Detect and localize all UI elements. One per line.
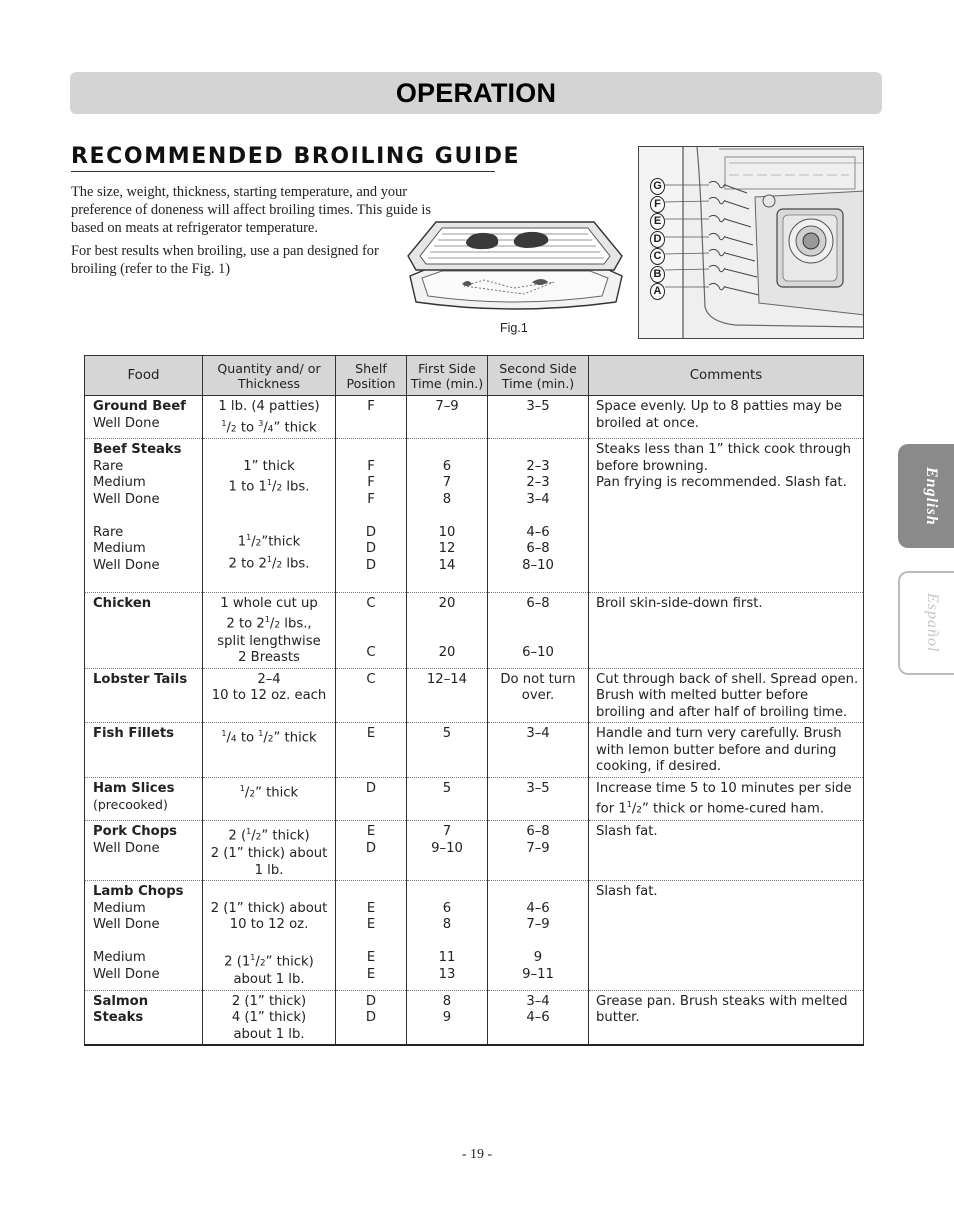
cell-quantity-line: 4 (1” thick) xyxy=(231,1010,307,1026)
broiling-guide-table xyxy=(84,355,864,1046)
cell-second-side-line: 4–6 xyxy=(526,900,550,916)
page-title: OPERATION xyxy=(395,77,557,108)
cell-second-side-line: 3–4 xyxy=(526,993,550,1009)
cell-quantity-line: 2 (1” thick) about xyxy=(210,846,328,862)
cell-comments-line: Slash fat. xyxy=(596,824,658,840)
cell-food-line: Salmon xyxy=(93,993,149,1009)
cell-comments xyxy=(589,592,864,668)
cell-first-side-line xyxy=(411,508,483,525)
cell-shelf xyxy=(336,668,407,723)
cell-second-side-line xyxy=(492,884,584,901)
cell-first-side-line: 5 xyxy=(442,726,452,742)
cell-food xyxy=(85,821,203,881)
cell-second-side xyxy=(488,821,589,881)
cell-quantity-line: about 1 lb. xyxy=(233,972,305,988)
cell-shelf-line xyxy=(340,508,402,525)
cell-first-side xyxy=(407,723,488,778)
cell-first-side-line: 20 xyxy=(438,595,456,611)
table-row xyxy=(85,668,864,723)
cell-shelf-line: D xyxy=(365,524,377,540)
cell-second-side-line: Do not turn xyxy=(500,671,576,687)
intro-text xyxy=(71,183,451,283)
cell-comments xyxy=(589,881,864,990)
cell-shelf-line: C xyxy=(366,645,376,661)
cell-second-side-line: over. xyxy=(521,688,555,704)
tab-english[interactable] xyxy=(898,444,954,548)
broiler-pan-illustration xyxy=(404,218,626,318)
cell-quantity-line xyxy=(207,574,331,591)
cell-second-side xyxy=(488,990,589,1045)
cell-food xyxy=(85,881,203,990)
cell-food-line: Well Done xyxy=(93,557,160,573)
cell-quantity xyxy=(203,396,336,439)
cell-food-line: Rare xyxy=(93,524,124,540)
cell-first-side xyxy=(407,668,488,723)
cell-food-line: Lobster Tails xyxy=(93,671,188,687)
cell-first-side xyxy=(407,592,488,668)
cell-shelf-line: D xyxy=(365,1010,377,1026)
cell-second-side xyxy=(488,881,589,990)
cell-food xyxy=(85,396,203,439)
tab-english-label: English xyxy=(923,466,940,526)
cell-food-line: Ham Slices xyxy=(93,780,175,796)
cell-first-side-line: 8 xyxy=(442,993,452,1009)
cell-food-line xyxy=(93,508,198,525)
cell-shelf-line: E xyxy=(366,824,376,840)
cell-shelf xyxy=(336,592,407,668)
cell-first-side-line: 20 xyxy=(438,645,456,661)
cell-food-line: Lamb Chops xyxy=(93,884,184,900)
cell-second-side-line: 6–8 xyxy=(526,824,550,840)
table-row xyxy=(85,592,864,668)
cell-quantity-line xyxy=(207,514,331,531)
cell-comments-line: Steaks less than 1” thick cook through before browning. xyxy=(596,442,852,474)
cell-comments-line: Handle and turn very carefully. Brush with lemon butter before and during cooking, if desired. xyxy=(596,726,842,775)
cell-second-side xyxy=(488,777,589,820)
cell-food-line: Beef Steaks xyxy=(93,442,182,458)
cell-first-side xyxy=(407,439,488,592)
cell-food xyxy=(85,668,203,723)
cell-quantity-line: $^1$/4 to $^1$/2” thick xyxy=(221,729,317,746)
cell-quantity-line xyxy=(207,934,331,951)
cell-quantity-line xyxy=(207,884,331,901)
cell-food-line: Steaks xyxy=(93,1010,144,1026)
cell-shelf xyxy=(336,881,407,990)
cell-comments-line: Cut through back of shell. Spread open. Brush with melted butter before broiling and after half of broiling time. xyxy=(596,671,859,720)
cell-comments xyxy=(589,723,864,778)
cell-first-side xyxy=(407,881,488,990)
cell-first-side-line: 12–14 xyxy=(426,671,468,687)
cell-quantity-line: $^1$/2” thick xyxy=(239,783,299,801)
cell-second-side xyxy=(488,592,589,668)
cell-quantity xyxy=(203,821,336,881)
cell-shelf-line xyxy=(340,884,402,901)
cell-quantity-line: 2 (1” thick) xyxy=(231,993,307,1009)
cell-food-line: Well Done xyxy=(93,966,160,982)
cell-quantity-line xyxy=(207,442,331,459)
cell-shelf-line xyxy=(340,442,402,459)
cell-first-side-line: 6 xyxy=(442,900,452,916)
cell-shelf xyxy=(336,723,407,778)
cell-quantity xyxy=(203,668,336,723)
cell-second-side-line: 3–4 xyxy=(526,491,550,507)
rack-label-a: A xyxy=(650,283,665,300)
cell-second-side-line: 6–8 xyxy=(526,541,550,557)
header-food: Food xyxy=(85,356,203,396)
cell-second-side xyxy=(488,439,589,592)
tab-espanol[interactable] xyxy=(898,571,954,675)
cell-first-side-line xyxy=(411,442,483,459)
cell-food xyxy=(85,592,203,668)
cell-comments-line: Pan frying is recommended. Slash fat. xyxy=(596,475,847,491)
table-row xyxy=(85,723,864,778)
table-header-row xyxy=(85,356,864,396)
cell-food xyxy=(85,777,203,820)
cell-first-side-line xyxy=(411,612,483,629)
cell-first-side-line xyxy=(411,934,483,951)
cell-quantity xyxy=(203,990,336,1045)
cell-quantity-line: 1” thick xyxy=(243,458,295,474)
cell-second-side-line xyxy=(492,612,584,629)
cell-first-side-line: 7 xyxy=(442,824,452,840)
cell-first-side-line: 13 xyxy=(438,966,456,982)
cell-second-side-line: 2–3 xyxy=(526,475,550,491)
cell-food-line: Well Done xyxy=(93,491,160,507)
cell-comments xyxy=(589,439,864,592)
cell-food-line: Medium xyxy=(93,475,146,491)
cell-first-side-line: 14 xyxy=(438,557,456,573)
cell-food-line: Well Done xyxy=(93,917,160,933)
cell-second-side-line: 4–6 xyxy=(526,1010,550,1026)
cell-quantity-line: 10 to 12 oz. xyxy=(229,917,309,933)
table-row xyxy=(85,821,864,881)
rack-label-b: B xyxy=(650,266,665,283)
cell-second-side-line xyxy=(492,508,584,525)
cell-quantity xyxy=(203,777,336,820)
cell-second-side-line: 3–5 xyxy=(526,399,550,414)
cell-shelf-line: C xyxy=(366,671,376,687)
header-quantity: Quantity and/ or Thickness xyxy=(203,356,336,396)
cell-food-line: Pork Chops xyxy=(93,824,178,840)
intro-paragraph-1: The size, weight, thickness, starting temperature, and your preference of doneness will affect broiling times. This guide is based on meats at refrigerator temperature. xyxy=(71,184,431,236)
cell-food xyxy=(85,439,203,592)
cell-first-side-line: 9 xyxy=(442,1010,452,1026)
cell-quantity-line: 2–4 xyxy=(257,671,281,687)
cell-shelf-line: E xyxy=(366,900,376,916)
cell-quantity-line: 1 whole cut up xyxy=(220,595,318,611)
cell-shelf-line: C xyxy=(366,595,376,611)
cell-comments-line: Slash fat. xyxy=(596,884,658,900)
cell-first-side-line: 11 xyxy=(438,950,456,966)
cell-second-side-line xyxy=(492,442,584,459)
cell-second-side-line: 9 xyxy=(533,950,543,966)
cell-comments-line: Broil skin-side-down first. xyxy=(596,595,763,611)
header-first-side: First Side Time (min.) xyxy=(407,356,488,396)
rack-label-e: E xyxy=(650,213,665,230)
cell-second-side-line: 7–9 xyxy=(526,917,550,933)
cell-shelf-line: D xyxy=(365,780,377,796)
cell-shelf-line: F xyxy=(367,458,375,474)
cell-food-line: Medium xyxy=(93,900,146,916)
cell-first-side-line: 7 xyxy=(442,475,452,491)
cell-second-side-line: 2–3 xyxy=(526,458,550,474)
cell-first-side-line: 6 xyxy=(442,458,452,474)
cell-shelf xyxy=(336,439,407,592)
table-row xyxy=(85,990,864,1045)
table-row xyxy=(85,777,864,820)
cell-comments-line: Grease pan. Brush steaks with melted butter. xyxy=(596,993,848,1026)
cell-quantity-line: 1 to $1^1/2$ lbs. xyxy=(228,478,310,495)
cell-quantity-line: 2 to $2^1/2$ lbs. xyxy=(228,555,310,572)
cell-shelf-line xyxy=(340,612,402,629)
cell-shelf-line: D xyxy=(365,541,377,557)
cell-food-line: Rare xyxy=(93,458,124,474)
cell-comments xyxy=(589,990,864,1045)
cell-quantity-line xyxy=(207,497,331,514)
cell-quantity-line: 1 lb. xyxy=(254,862,284,878)
cell-food-line: Chicken xyxy=(93,595,152,611)
oven-rack-diagram xyxy=(638,146,864,339)
cell-food-line: Well Done xyxy=(93,415,160,431)
cell-shelf-line xyxy=(340,934,402,951)
cell-comments xyxy=(589,821,864,881)
rack-label-d: D xyxy=(650,231,665,248)
cell-first-side xyxy=(407,396,488,439)
cell-shelf xyxy=(336,821,407,881)
cell-food-line: Medium xyxy=(93,950,146,966)
cell-second-side-line: 9–11 xyxy=(522,966,554,982)
cell-food-line: Ground Beef xyxy=(93,399,186,414)
header-shelf: Shelf Position xyxy=(336,356,407,396)
cell-first-side-line: 10 xyxy=(438,524,456,540)
cell-first-side-line xyxy=(411,629,483,646)
table-row xyxy=(85,881,864,990)
cell-first-side-line: 7–9 xyxy=(435,399,459,414)
cell-second-side-line: 7–9 xyxy=(526,840,550,856)
cell-second-side-line: 8–10 xyxy=(522,557,554,573)
cell-quantity-line: 2 to $2^1/2$ lbs., xyxy=(226,615,312,632)
cell-quantity-line: 2 ($1^1/2$” thick) xyxy=(224,953,314,970)
cell-food-line: (precooked) xyxy=(93,797,168,813)
page-number: - 19 - xyxy=(461,1147,493,1162)
cell-quantity-line: $^1$/2 to $^3$/4” thick xyxy=(221,418,317,435)
tab-espanol-label: Español xyxy=(924,593,941,653)
cell-first-side-line: 8 xyxy=(442,917,452,933)
rack-label-f: F xyxy=(650,196,665,213)
cell-food xyxy=(85,723,203,778)
cell-first-side-line: 9–10 xyxy=(431,840,463,856)
cell-comments-line: Space evenly. Up to 8 patties may be broiled at once. xyxy=(596,399,843,431)
cell-food-line: Fish Fillets xyxy=(93,726,175,742)
cell-quantity-line: $1^1/2”thick$ xyxy=(237,533,301,550)
header-comments: Comments xyxy=(589,356,864,396)
cell-quantity-line: 10 to 12 oz. each xyxy=(211,688,327,704)
cell-shelf-line: D xyxy=(365,840,377,856)
cell-quantity-line: 1 lb. (4 patties) xyxy=(218,399,320,414)
cell-quantity xyxy=(203,723,336,778)
cell-second-side-line: 4–6 xyxy=(526,524,550,540)
figure-label: Fig.1 xyxy=(500,321,528,335)
cell-shelf-line: F xyxy=(367,399,375,414)
cell-food xyxy=(85,990,203,1045)
cell-shelf-line xyxy=(340,629,402,646)
cell-shelf xyxy=(336,990,407,1045)
cell-quantity xyxy=(203,592,336,668)
cell-shelf-line: F xyxy=(367,475,375,491)
cell-comments xyxy=(589,777,864,820)
intro-paragraph-2: For best results when broiling, use a pan designed for broiling (refer to the Fig. 1) xyxy=(71,243,379,277)
cell-comments xyxy=(589,668,864,723)
cell-shelf-line: E xyxy=(366,726,376,742)
cell-shelf-line: E xyxy=(366,950,376,966)
cell-shelf-line: E xyxy=(366,917,376,933)
cell-quantity-line: 2 Breasts xyxy=(238,650,300,666)
cell-quantity-line: 2 (1” thick) about xyxy=(210,900,328,916)
cell-quantity xyxy=(203,881,336,990)
cell-quantity-line: about 1 lb. xyxy=(233,1026,305,1042)
cell-second-side-line xyxy=(492,934,584,951)
cell-second-side-line: 3–4 xyxy=(526,726,550,742)
cell-shelf xyxy=(336,396,407,439)
rack-label-g: G xyxy=(650,178,665,195)
section-title: RECOMMENDED BROILING GUIDE xyxy=(71,144,495,172)
cell-shelf-line: E xyxy=(366,966,376,982)
cell-first-side-line: 8 xyxy=(442,491,452,507)
cell-first-side-line: 12 xyxy=(438,541,456,557)
cell-second-side-line: 3–5 xyxy=(526,780,550,796)
cell-shelf-line: D xyxy=(365,993,377,1009)
cell-second-side-line: 6–10 xyxy=(522,645,554,661)
table-row xyxy=(85,439,864,592)
cell-first-side-line: 5 xyxy=(442,780,452,796)
cell-shelf-line: D xyxy=(365,557,377,573)
header-second-side: Second Side Time (min.) xyxy=(488,356,589,396)
cell-second-side-line xyxy=(492,629,584,646)
rack-label-c: C xyxy=(650,248,665,265)
cell-quantity-line: 2 ($^1$/2” thick) xyxy=(228,827,310,844)
cell-second-side xyxy=(488,396,589,439)
cell-comments-line: Increase time 5 to 10 minutes per side for $1^1/2$” thick or home-cured ham. xyxy=(596,780,852,817)
cell-quantity-line: split lengthwise xyxy=(217,633,321,649)
cell-first-side xyxy=(407,777,488,820)
table-row xyxy=(85,396,864,439)
cell-first-side xyxy=(407,821,488,881)
cell-shelf-line: F xyxy=(367,491,375,507)
cell-food-line: Medium xyxy=(93,541,146,557)
header-band xyxy=(70,72,882,114)
cell-second-side xyxy=(488,723,589,778)
cell-comments xyxy=(589,396,864,439)
rack-labels xyxy=(650,178,666,301)
table-body xyxy=(85,396,864,1046)
cell-first-side xyxy=(407,990,488,1045)
cell-second-side xyxy=(488,668,589,723)
cell-shelf xyxy=(336,777,407,820)
cell-first-side-line xyxy=(411,884,483,901)
cell-food-line: Well Done xyxy=(93,840,160,856)
cell-food-line xyxy=(93,934,198,951)
cell-second-side-line: 6–8 xyxy=(526,595,550,611)
cell-quantity xyxy=(203,439,336,592)
